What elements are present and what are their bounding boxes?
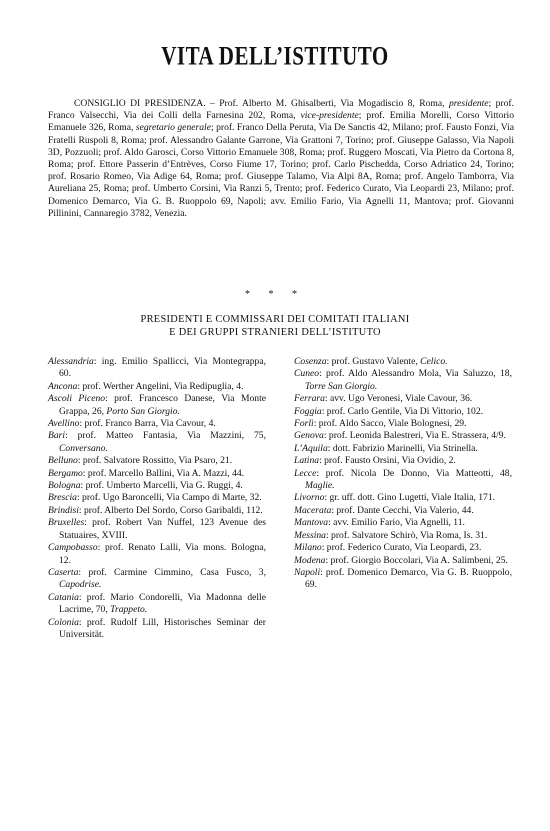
committee-details: : prof. Aldo Alessandro Mola, Via Saluzzo, 18, — [319, 368, 512, 380]
committee-place: Trappeto. — [110, 604, 148, 616]
council-text: ; prof. Franco Valsecchi, Via dei Colli della Farnesina 202, Roma, — [48, 98, 514, 122]
committee-city: Napoli — [294, 566, 321, 578]
committee-entry — [48, 617, 266, 642]
committee-place: Torre San Giorgio. — [305, 380, 378, 392]
committee-entry — [294, 406, 512, 418]
committee-city: Bruxelles — [48, 517, 85, 529]
committee-entry — [294, 393, 512, 405]
committee-column-left — [48, 356, 266, 641]
committee-city: Ascoli Piceno — [48, 393, 106, 405]
committee-details: : prof. Werther Angelini, Via Redipuglia, 4. — [77, 380, 244, 392]
committee-details: : prof. Alberto Del Sordo, Corso Garibaldi, 112. — [78, 504, 263, 516]
committee-details: : prof. Nicola De Donno, Via Matteotti, 48, — [316, 467, 512, 479]
committee-entry — [48, 505, 266, 517]
committee-place: Conversano. — [59, 442, 108, 454]
committee-entry — [294, 430, 512, 442]
committee-city: Catania — [48, 591, 79, 603]
committee-details: : prof. Francesco Danese, Via Monte Grappa, 26, — [59, 393, 266, 417]
council-role-vice-president: vice-presidente — [300, 110, 359, 122]
committee-city: Cosenza — [294, 356, 327, 367]
committee-details: : prof. Franco Barra, Via Cavour, 4. — [79, 418, 216, 430]
committee-city: Livorno — [294, 492, 325, 504]
council-paragraph — [48, 98, 514, 220]
committee-details: : avv. Emilio Fario, Via Agnelli, 11. — [328, 517, 465, 529]
committee-city: Colonia — [48, 616, 79, 628]
committee-entry — [294, 517, 512, 529]
committee-city: Bergamo — [48, 467, 83, 479]
council-role-secretary: segretario generale — [135, 122, 211, 134]
committee-details: : prof. Giorgio Boccolari, Via A. Salimbeni, 25. — [325, 554, 508, 566]
committee-details: : prof. Aldo Sacco, Viale Bolognesi, 29. — [313, 418, 467, 430]
committee-city: Ancona — [48, 380, 78, 392]
committee-city: Foggia — [294, 405, 322, 417]
committee-entry — [48, 430, 266, 455]
committee-details: : avv. Ugo Veronesi, Viale Cavour, 36. — [324, 393, 473, 405]
committee-city: Belluno — [48, 455, 78, 467]
committee-details: : prof. Renato Lalli, Via mons. Bologna, 12. — [59, 542, 266, 566]
committee-entry — [294, 418, 512, 430]
section-heading-line: PRESIDENTI E COMMISSARI DEI COMITATI ITALIANI — [140, 314, 410, 325]
committee-details: : prof. Salvatore Schirò, Via Roma, Is. 31. — [325, 529, 488, 541]
committee-details: : ing. Emilio Spallicci, Via Montegrappa, 60. — [59, 356, 266, 380]
committee-details: : prof. Umberto Marcelli, Via G. Ruggi, 4. — [80, 480, 243, 492]
committee-entry — [48, 517, 266, 542]
committee-entry — [294, 368, 512, 393]
committee-city: Mantova — [294, 517, 329, 529]
committee-city: Campobasso — [48, 542, 98, 554]
committee-entry — [48, 356, 266, 381]
council-text: ; prof. Franco Della Peruta, Via De Sanctis 42, Milano; prof. Fausto Fonzi, Via Fratelli Ruspoli 8, Roma; prof. Alessandro Galante Garrone, Via Grattoni 7, Torino; prof. Giuseppe Galasso, Via Napoli 3D, Pozzuoli; prof. Aldo Garosci, Corso Vittorio Emanuele 308, Roma; prof. Ruggero Moscati, Via Pietro da Cortona 8, Roma; prof. Ettore Passerin d’Entrèves, Corso Fiume 17, Torino; prof. Carlo Pischedda, Corso Adriatico 24, Torino; prof. Rosario Romeo, Via Adige 64, Roma; prof. Giuseppe Talamo, Via Alpi 8A, Roma; prof. Angelo Tamborra, Via Aureliana 25, Roma; prof. Umberto Corsini, Via Ranzi 5, Trento; prof. Federico Curato, Via Leopardi 23, Milano; prof. Domenico Demarco, Via G. B. Ruoppolo 69, Napoli; avv. Emilio Fario, Via Agnelli 11, Mantova; prof. Giovanni Pillinini, Cannaregio 3782, Venezia. — [48, 122, 514, 219]
committee-details: : dott. Fabrizio Marinelli, Via Strinella. — [327, 442, 478, 454]
committee-city: Bari — [48, 430, 66, 442]
committee-details: : prof. Salvatore Rossitto, Via Psaro, 21. — [77, 455, 233, 467]
committee-details: : prof. Marcello Ballini, Via A. Mazzi, 44. — [82, 467, 245, 479]
committee-entry — [294, 492, 512, 504]
committee-entry — [48, 492, 266, 504]
committee-city: Messina — [294, 529, 326, 541]
committee-city: Brescia — [48, 492, 77, 504]
committee-city: Genova — [294, 430, 324, 442]
committee-details: : prof. Fausto Orsini, Via Ovidio, 2. — [319, 455, 456, 467]
committee-city: Bologna — [48, 480, 81, 492]
committee-entry — [48, 542, 266, 567]
committee-city: Macerata — [294, 504, 332, 516]
committee-details: : prof. Gustavo Valente, — [326, 356, 421, 367]
committee-entry — [294, 455, 512, 467]
council-section — [48, 98, 514, 220]
committee-details: : prof. Rudolf Lill, Historisches Seminar der Universität. — [59, 616, 266, 640]
committee-entry — [48, 393, 266, 418]
section-heading — [0, 313, 550, 339]
committee-details: : prof. Leonida Balestreri, Via E. Strassera, 4/9. — [323, 430, 506, 442]
committee-entry — [294, 468, 512, 493]
committee-entry — [48, 468, 266, 480]
committee-details: : prof. Carmine Cimmino, Casa Fusco, 3, — [78, 566, 266, 578]
council-text: – Prof. Alberto M. Ghisalberti, Via Mogadiscio 8, Roma, — [205, 98, 449, 109]
committee-entry — [294, 356, 512, 368]
committee-city: Lecce — [294, 467, 317, 479]
committee-city: Cuneo — [294, 368, 320, 380]
committee-city: L’Aquila — [294, 442, 328, 454]
committee-entry — [294, 567, 512, 592]
committee-details: : prof. Domenico Demarco, Via G. B. Ruoppolo, 69. — [305, 566, 512, 591]
section-separator: * * * — [245, 289, 305, 300]
page-title: VITA DELL’ISTITUTO — [161, 40, 389, 71]
section-heading-line: E DEI GRUPPI STRANIERI DELL’ISTITUTO — [169, 327, 381, 338]
committee-details: : prof. Mario Condorelli, Via Madonna delle Lacrime, 70, — [59, 591, 266, 616]
committee-city: Ferrara — [294, 393, 325, 405]
council-role-president: presidente — [448, 98, 489, 109]
committee-details: : prof. Robert Van Nuffel, 123 Avenue des Statuaires, XVIII. — [59, 517, 266, 541]
council-label: CONSIGLIO DI PRESIDENZA. — [74, 98, 206, 109]
committee-entry — [48, 381, 266, 393]
committee-city: Latina — [294, 455, 320, 467]
committee-details: : gr. uff. dott. Gino Lugetti, Viale Italia, 171. — [324, 492, 496, 504]
committee-place: Porto San Giorgio. — [106, 405, 180, 417]
council-text: ; prof. Emilia Morelli, Corso Vittorio Emanuele 326, Roma, — [48, 110, 514, 134]
committee-details: : prof. Dante Cecchi, Via Valerio, 44. — [331, 504, 474, 516]
committee-entry — [48, 455, 266, 467]
committee-column-right — [294, 356, 512, 592]
committee-entry — [294, 542, 512, 554]
committee-city: Brindisi — [48, 504, 79, 516]
committee-city: Forlì — [294, 418, 314, 430]
committee-city: Milano — [294, 542, 322, 554]
committee-entry — [48, 592, 266, 617]
committee-details: : prof. Carlo Gentile, Via Di Vittorio, 102. — [321, 405, 484, 417]
committee-entry — [294, 555, 512, 567]
committee-entry — [294, 443, 512, 455]
committee-entry — [48, 567, 266, 592]
committee-place: Celico. — [420, 356, 448, 367]
committee-entry — [48, 418, 266, 430]
committee-city: Avellino — [48, 418, 80, 430]
committee-city: Modena — [294, 554, 326, 566]
committee-city: Caserta — [48, 566, 79, 578]
committee-details: : prof. Federico Curato, Via Leopardi, 23. — [321, 542, 482, 554]
committee-details: : prof. Ugo Baroncelli, Via Campo di Marte, 32. — [76, 492, 262, 504]
committee-city: Alessandria — [48, 356, 94, 367]
committee-entry — [294, 530, 512, 542]
committee-place: Capodrise. — [59, 579, 102, 591]
committee-place: Maglie. — [305, 480, 335, 492]
committee-entry — [294, 505, 512, 517]
committee-details: : prof. Matteo Fantasia, Via Mazzini, 75, — [65, 430, 266, 442]
committee-entry — [48, 480, 266, 492]
